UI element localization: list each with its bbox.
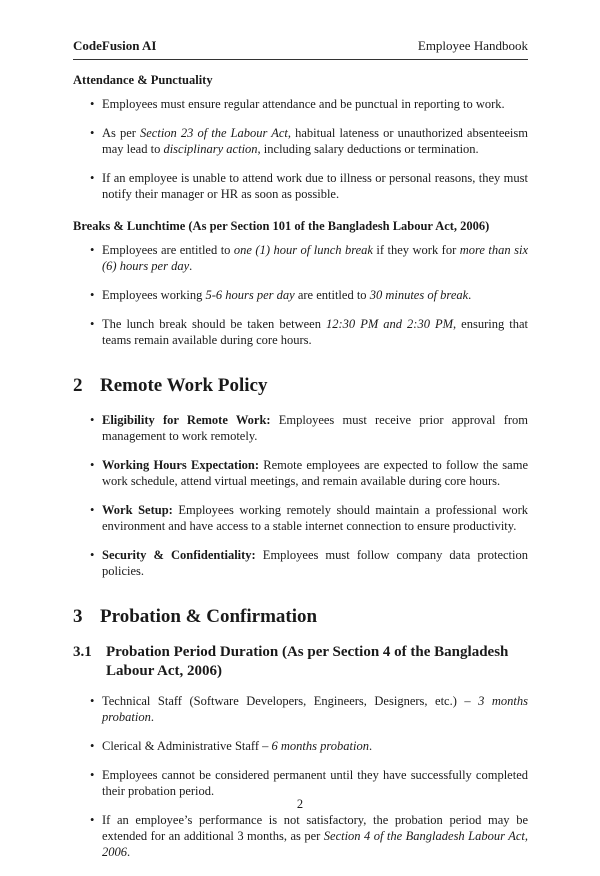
probation-list — [73, 693, 528, 860]
remote-work-section-title — [73, 374, 528, 398]
item-text: . — [127, 845, 131, 859]
page-number: 2 — [296, 797, 304, 811]
item-text: one (1) hour of lunch break — [233, 243, 373, 257]
list-item — [73, 287, 528, 303]
list-item — [73, 693, 528, 725]
section-number: 3 — [73, 606, 83, 627]
list-item — [73, 767, 528, 799]
item-text: 3 months probation — [102, 694, 528, 724]
subsection-title-text: Probation Period Duration (As per Section 4 of the Bangladesh Labour Act, 2006) — [106, 644, 509, 679]
item-label: Working Hours Expectation: — [102, 458, 260, 472]
item-text: Section 4 of the Bangladesh Labour Act, 2006 — [102, 829, 528, 859]
item-text: As per — [102, 126, 140, 140]
item-text: Section 23 of the Labour Act — [140, 126, 288, 140]
item-text: . — [150, 710, 154, 724]
item-text: 5-6 hours per day — [205, 288, 295, 302]
item-text: Employees working — [102, 288, 206, 302]
item-text: more than six (6) hours per day — [102, 243, 529, 273]
section-title-text: Remote Work Policy — [100, 375, 268, 396]
item-label: Eligibility for Remote Work: — [102, 413, 271, 427]
item-text: . — [369, 739, 373, 753]
list-item — [73, 316, 528, 348]
remote-work-list — [73, 412, 528, 579]
page-header — [73, 38, 528, 60]
section-title-text: Probation & Confirmation — [100, 606, 318, 627]
item-text: Clerical & Administrative Staff – — [102, 739, 272, 753]
list-item — [73, 96, 528, 112]
item-text: The lunch break should be taken between — [102, 317, 326, 331]
list-item — [73, 170, 528, 202]
section-number: 2 — [73, 375, 83, 396]
probation-section-title — [73, 605, 528, 629]
item-text: , habitual lateness or unauthorized absenteeism may lead to — [102, 126, 528, 156]
item-text: Employees are entitled to — [102, 243, 234, 257]
item-text: Employees working remotely should maintain a professional work environment and have access to a stable internet connection to ensure productivity. — [102, 503, 528, 533]
item-text: Employees must receive prior approval from management to work remotely. — [102, 413, 528, 443]
item-text: , ensuring that teams remain available during core hours. — [102, 317, 529, 347]
list-item — [73, 738, 528, 754]
subsection-number: 3.1 — [73, 644, 92, 660]
probation-subsection-title — [73, 643, 528, 681]
item-text: are entitled to — [294, 288, 370, 302]
item-text: 30 minutes of break — [369, 288, 469, 302]
list-item — [73, 242, 528, 274]
breaks-heading: Breaks & Lunchtime (As per Section 101 of the Bangladesh Labour Act, 2006) — [73, 219, 490, 233]
item-text: Employees must follow company data protection policies. — [102, 548, 528, 578]
item-text: If an employee’s performance is not satisfactory, the probation period may be extended for an additional 3 months, as per — [102, 813, 528, 843]
item-text: If an employee is unable to attend work due to illness or personal reasons, they must notify their manager or HR as soon as possible. — [102, 171, 528, 201]
list-item — [73, 125, 528, 157]
attendance-heading: Attendance & Punctuality — [73, 73, 213, 87]
list-item — [73, 547, 528, 579]
list-item — [73, 412, 528, 444]
list-item — [73, 812, 528, 860]
item-text: . — [189, 259, 193, 273]
item-text: Remote employees are expected to follow the same work schedule, attend virtual meetings, and remain available during core hours. — [102, 458, 528, 488]
item-label: Security & Confidentiality: — [102, 548, 256, 562]
breaks-list — [73, 242, 528, 348]
item-text: disciplinary action — [163, 142, 258, 156]
document-title: Employee Handbook — [417, 38, 528, 53]
list-item — [73, 502, 528, 534]
item-text: , including salary deductions or termination. — [257, 142, 479, 156]
item-text: 6 months probation — [271, 739, 369, 753]
item-text: Employees cannot be considered permanent until they have successfully completed their probation period. — [102, 768, 528, 798]
company-name: CodeFusion AI — [73, 38, 157, 53]
page-content — [73, 72, 528, 876]
item-label: Work Setup: — [102, 503, 173, 517]
item-text: if they work for — [372, 243, 460, 257]
item-text: Technical Staff (Software Developers, Engineers, Designers, etc.) – — [102, 694, 479, 708]
item-text: . — [468, 288, 472, 302]
list-item — [73, 457, 528, 489]
item-text: 12:30 PM and 2:30 PM — [326, 317, 454, 331]
item-text: Employees must ensure regular attendance and be punctual in reporting to work. — [102, 97, 505, 111]
attendance-list — [73, 96, 528, 202]
